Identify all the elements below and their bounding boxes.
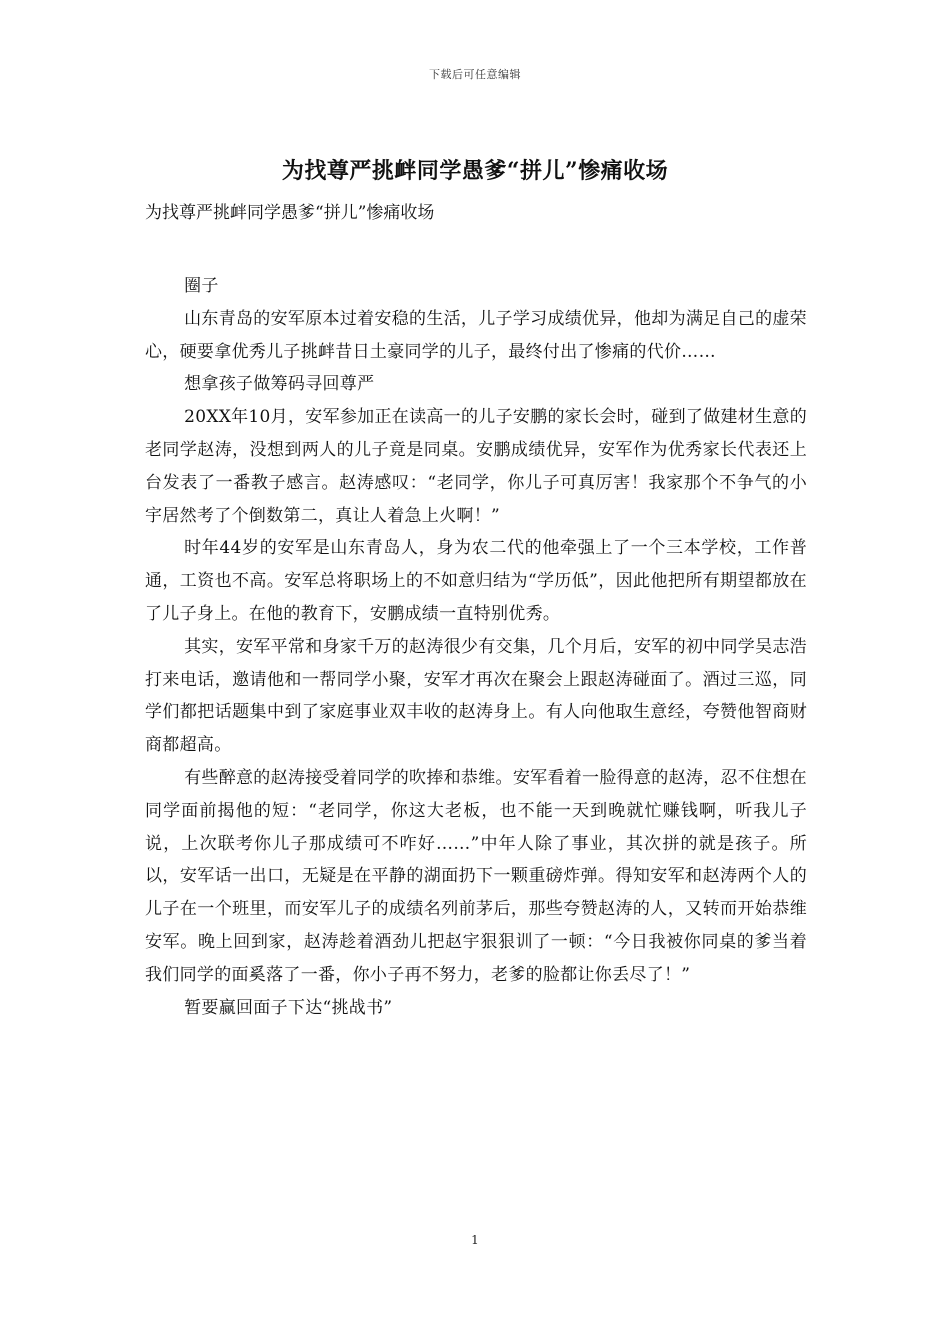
section-heading: 暂要赢回面子下达“挑战书” [184, 997, 393, 1018]
section-heading: 圈子 [184, 276, 219, 296]
section-heading: 想拿孩子做筹码寻回尊严 [184, 374, 375, 395]
paragraph: 时年44岁的安军是山东青岛人，身为农二代的他牵强上了一个三本学校，工作普通，工资也不高。安军总将职场上的不如意归结为“学历低”，因此他把所有期望都放在了儿子身上。在他的教育下，安鹏成绩一直特别优秀。 [145, 538, 807, 624]
header-note: 下载后可任意编辑 [429, 68, 521, 81]
paragraph: 20XX年10月，安军参加正在读高一的儿子安鹏的家长会时，碰到了做建材生意的老同学赵涛，没想到两人的儿子竟是同桌。安鹏成绩优异，安军作为优秀家长代表还上台发表了一番教子感言。赵涛感叹：“老同学，你儿子可真厉害！我家那个不争气的小宇居然考了个倒数第二，真让人着急上火啊！” [145, 407, 807, 526]
paragraph: 山东青岛的安军原本过着安稳的生活，儿子学习成绩优异，他却为满足自己的虚荣心，硬要拿优秀儿子挑衅昔日土豪同学的儿子，最终付出了惨痛的代价…… [145, 308, 807, 362]
article-title: 为找尊严挑衅同学愚爹“拼儿”惨痛收场 [281, 158, 669, 184]
article-body [145, 270, 807, 1024]
paragraph: 其实，安军平常和身家千万的赵涛很少有交集，几个月后，安军的初中同学吴志浩打来电话，邀请他和一帮同学小聚，安军才再次在聚会上跟赵涛碰面了。酒过三巡，同学们都把话题集中到了家庭事业双丰收的赵涛身上。有人向他取生意经，夸赞他智商财商都超高。 [145, 636, 807, 756]
article-subtitle: 为找尊严挑衅同学愚爹“拼儿”惨痛收场 [145, 203, 435, 223]
page-number: 1 [471, 1233, 479, 1247]
paragraph: 有些醉意的赵涛接受着同学的吹捧和恭维。安军看着一脸得意的赵涛，忍不住想在同学面前揭他的短：“老同学，你这大老板，也不能一天到晚就忙赚钱啊，听我儿子说，上次联考你儿子那成绩可不咋好……”中年人除了事业，其次拼的就是孩子。所以，安军话一出口，无疑是在平静的湖面扔下一颗重磅炸弹。得知安军和赵涛两个人的儿子在一个班里，而安军儿子的成绩名列前茅后，那些夸赞赵涛的人，又转而开始恭维安军。晚上回到家，赵涛趁着酒劲儿把赵宇狠狠训了一顿：“今日我被你同桌的爹当着我们同学的面奚落了一番，你小子再不努力，老爹的脸都让你丢尽了！” [145, 767, 807, 985]
